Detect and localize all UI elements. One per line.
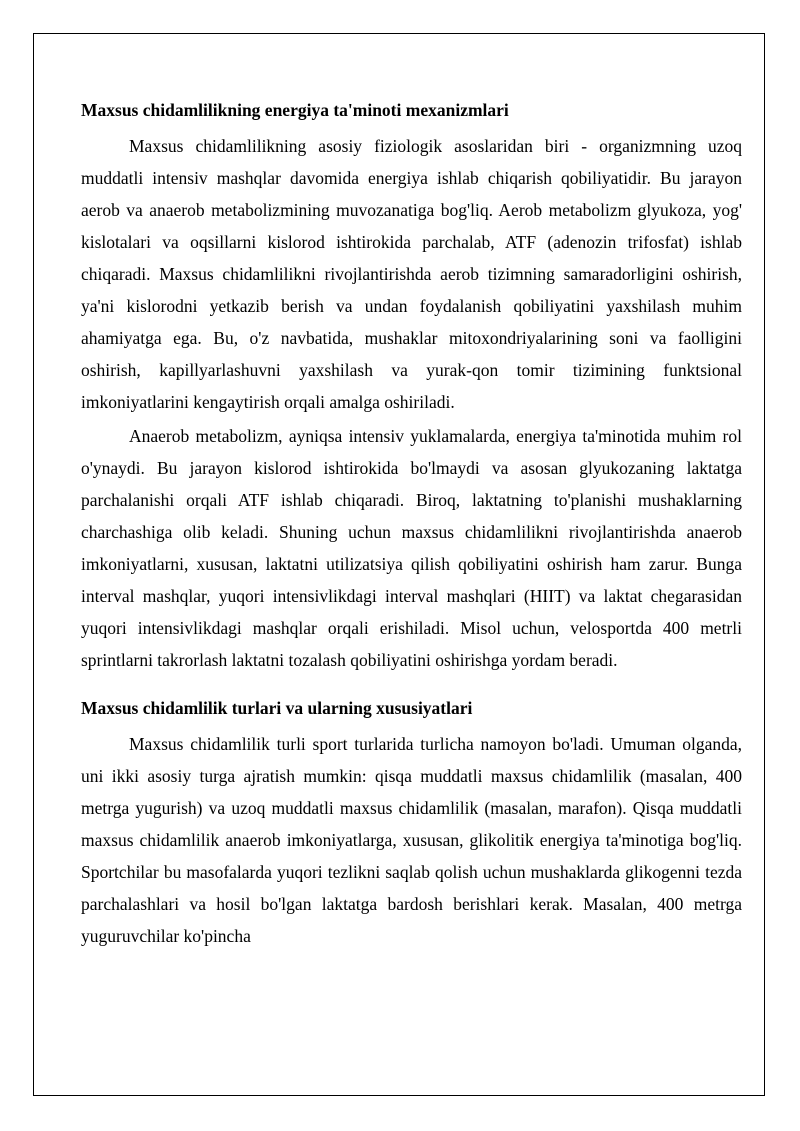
paragraph: Anaerob metabolizm, ayniqsa intensiv yuklamalarda, energiya ta'minotida muhim rol o'ynaydi. Bu jarayon kislorod ishtirokida bo'lmaydi va asosan glyukozaning laktatga parchalanishi orqali ATF ishlab chiqaradi. Biroq, laktatning to'planishi mushaklarning charchashiga olib keladi. Shuning uchun maxsus chidamlilikni rivojlantirishda anaerob imkoniyatlarni, xususan, laktatni utilizatsiya qilish qobiliyatini oshirish ham zarur. Bunga interval mashqlar, yuqori intensivlikdagi interval mashqlari (HIIT) va laktat chegarasidan yuqori intensivlikdagi mashqlar orqali erishiladi. Misol uchun, velosportda 400 metrli sprintlarni takrorlash laktatni tozalash qobiliyatini oshirishga yordam beradi. <box>81 426 742 670</box>
section-heading-endurance-types: Maxsus chidamlilik turlari va ularning xususiyatlari <box>81 698 473 718</box>
paragraph: Maxsus chidamlilik turli sport turlarida turlicha namoyon bo'ladi. Umuman olganda, uni ikki asosiy turga ajratish mumkin: qisqa muddatli maxsus chidamlilik (masalan, 400 metrga yugurish) va uzoq muddatli maxsus chidamlilik (masalan, marafon). Qisqa muddatli maxsus chidamlilik anaerob imkoniyatlarga, xususan, glikolitik energiya ta'minotiga bog'liq. Sportchilar bu masofalarda yuqori tezlikni saqlab qolish uchun mushaklarda glikogenni tezda parchalashlari va hosil bo'lgan laktatga bardosh berishlari kerak. Masalan, 400 metrga yuguruvchilar ko'pincha <box>81 734 742 946</box>
paragraph: Maxsus chidamlilikning asosiy fiziologik asoslaridan biri - organizmning uzoq muddatli intensiv mashqlar davomida energiya ishlab chiqarish qobiliyatidir. Bu jarayon aerob va anaerob metabolizmining muvozanatiga bog'liq. Aerob metabolizm glyukoza, yog' kislotalari va oqsillarni kislorod ishtirokida parchalab, ATF (adenozin trifosfat) ishlab chiqaradi. Maxsus chidamlilikni rivojlantirishda aerob tizimning samaradorligini oshirish, ya'ni kislorodni yetkazib berish va undan foydalanish qobiliyatini yaxshilash muhim ahamiyatga ega. Bu, o'z navbatida, mushaklar mitoxondriyalarining soni va faolligini oshirish, kapillyarlashuvni yaxshilash va yurak-qon tomir tizimining funktsional imkoniyatlarini kengaytirish orqali amalga oshiriladi. <box>81 136 742 412</box>
section-heading-energy-mechanisms: Maxsus chidamlilikning energiya ta'minoti mexanizmlari <box>81 100 509 120</box>
document-body <box>81 98 742 954</box>
